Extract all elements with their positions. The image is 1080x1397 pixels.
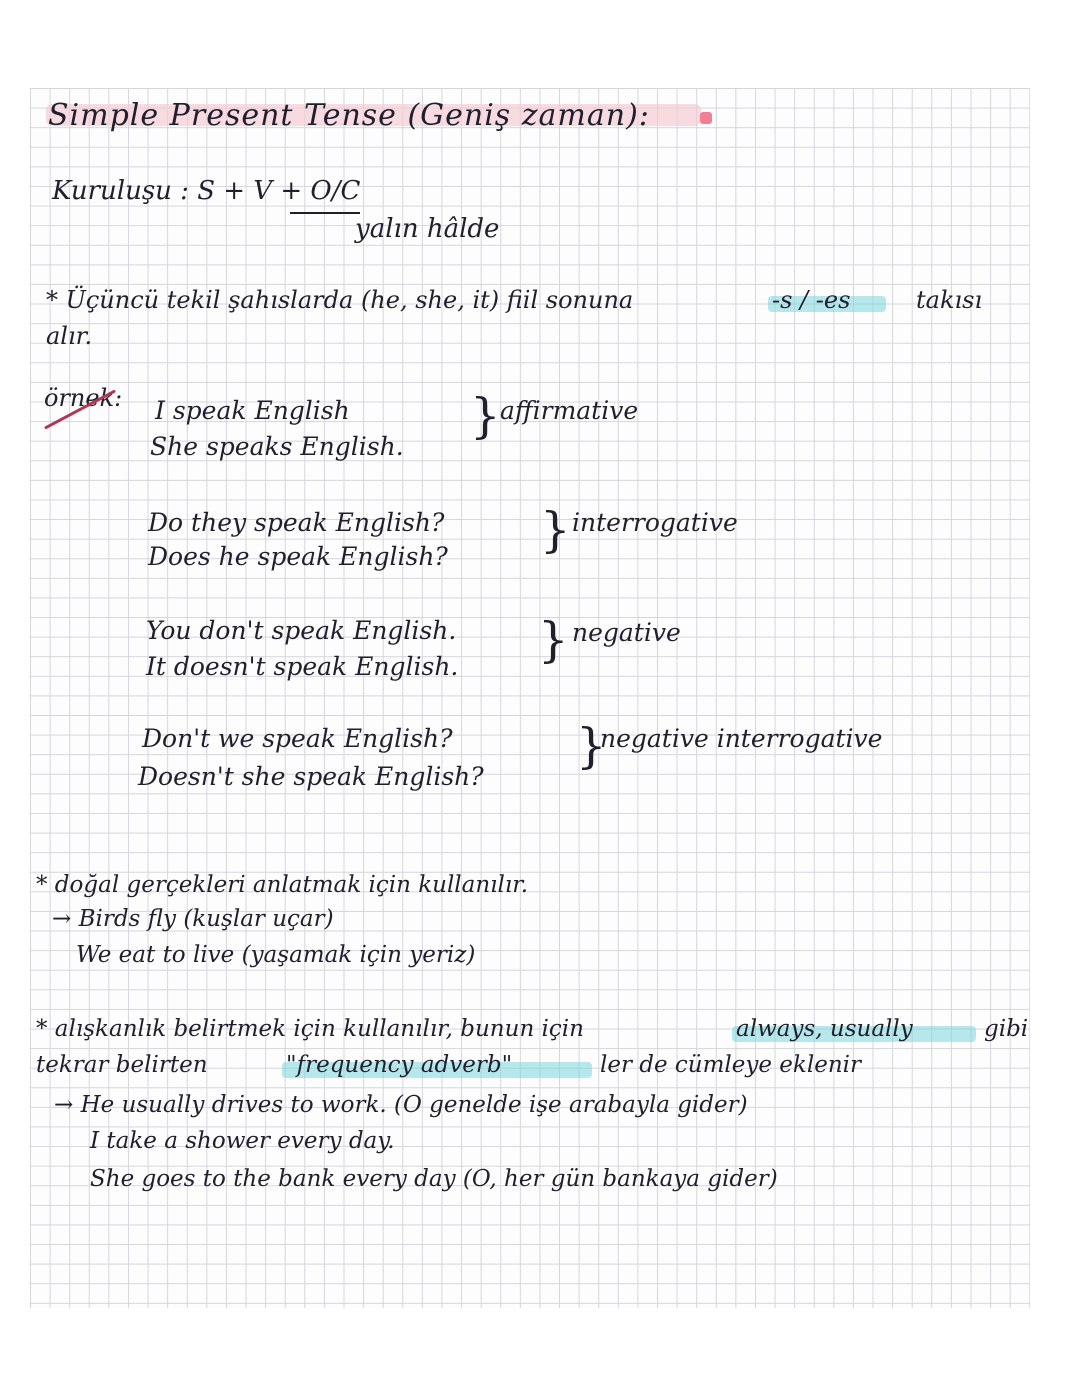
example-2-line-1: Do they speak English? bbox=[148, 508, 445, 537]
example-4-line-1: Don't we speak English? bbox=[142, 724, 453, 753]
usage-1-example-1: → Birds fly (kuşlar uçar) bbox=[52, 906, 334, 932]
usage-1-heading: * doğal gerçekleri anlatmak için kullanılır. bbox=[36, 872, 529, 898]
example-3-line-1: You don't speak English. bbox=[146, 616, 457, 645]
usage-2-line-2a: tekrar belirten bbox=[36, 1052, 208, 1078]
example-1-line-2: She speaks English. bbox=[150, 432, 404, 461]
example-4-type: negative interrogative bbox=[600, 724, 883, 753]
usage-2-example-3: She goes to the bank every day (O, her gün bankaya gider) bbox=[90, 1166, 778, 1192]
usage-2-example-2: I take a shower every day. bbox=[90, 1128, 395, 1154]
example-1-type: affirmative bbox=[500, 396, 639, 425]
example-2-line-2: Does he speak English? bbox=[148, 542, 448, 571]
rule-line-2: alır. bbox=[46, 322, 93, 350]
usage-2-adverbs: always, usually bbox=[736, 1016, 913, 1042]
structure-note: yalın hâlde bbox=[355, 214, 500, 244]
page-title: Simple Present Tense (Geniş zaman): bbox=[48, 98, 650, 133]
grid-paper bbox=[30, 88, 1030, 1308]
brace-icon: } bbox=[470, 388, 501, 444]
usage-2-line-2b: ler de cümleye eklenir bbox=[600, 1052, 861, 1078]
usage-2-example-1: → He usually drives to work. (O genelde işe arabayla gider) bbox=[54, 1092, 748, 1118]
example-1-line-1: I speak English bbox=[155, 396, 350, 425]
example-3-line-2: It doesn't speak English. bbox=[146, 652, 459, 681]
example-3-type: negative bbox=[572, 618, 681, 647]
title-dot bbox=[700, 112, 712, 124]
usage-2-line-1a: * alışkanlık belirtmek için kullanılır, bunun için bbox=[36, 1016, 584, 1042]
example-4-line-2: Doesn't she speak English? bbox=[138, 762, 484, 791]
example-2-type: interrogative bbox=[572, 508, 738, 537]
brace-icon: } bbox=[540, 502, 571, 558]
structure-formula: Kuruluşu : S + V + O/C bbox=[52, 176, 361, 206]
usage-2-line-1b: gibi bbox=[984, 1016, 1029, 1042]
rule-line-1b: takısı bbox=[916, 286, 983, 314]
example-label: örnek: bbox=[44, 384, 123, 412]
usage-2-frequency: "frequency adverb" bbox=[286, 1052, 513, 1078]
brace-icon: } bbox=[576, 718, 607, 774]
structure-arrow bbox=[290, 212, 360, 214]
rule-line-1a: * Üçüncü tekil şahıslarda (he, she, it) fiil sonuna bbox=[46, 286, 634, 314]
usage-1-example-2: We eat to live (yaşamak için yeriz) bbox=[76, 942, 476, 968]
brace-icon: } bbox=[538, 612, 569, 668]
rule-suffix: -s / -es bbox=[772, 286, 851, 314]
